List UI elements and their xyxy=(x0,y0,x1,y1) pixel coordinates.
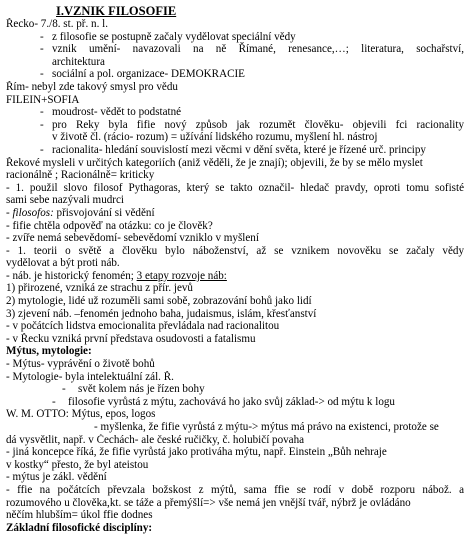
term-italic: filosofos: xyxy=(12,206,54,219)
text-line xyxy=(6,207,464,220)
text-line: 3) zjevení náb. –fenomén jednoho baha, judaismus, islám, křesťanství xyxy=(6,307,317,320)
bullet-dash: - xyxy=(62,383,66,396)
bullet-dash: - xyxy=(52,395,56,408)
bullet-item xyxy=(6,68,464,81)
bullet-item xyxy=(6,43,464,56)
text-line: Řekové mysleli v určitých kategoriích (aniž věděli, že je znají); objevili, že by se mělo myslet xyxy=(6,156,423,169)
bullet-item xyxy=(6,31,464,44)
text-line: - fifie chtěla odpověď na otázku: co je člověk? xyxy=(6,219,213,232)
text-line: vydělovat a být proti náb. xyxy=(6,257,120,270)
text-line: v kostky“ přesto, že byl ateistou xyxy=(6,458,149,471)
bullet-text: pro Reky byla fifie nový způsob jak rozumět člověku- objevili fci racionality xyxy=(52,118,464,131)
bullet-item xyxy=(6,106,464,119)
text-line: - 1. teorii o světě a člověku bylo náboženství, až se vznikem novověku se začaly vědy xyxy=(6,244,464,257)
text-line: v životě čl. (rácio- rozum) = užívání lidského rozumu, myšlení hl. nástroj xyxy=(52,131,378,144)
text-line: něčím hlubším= úkol ffie dodnes xyxy=(6,509,153,522)
text-line: - 1. použil slovo filosof Pythagoras, který se takto označil- hledač pravdy, oproti tomu sofisté xyxy=(6,181,464,194)
document-title: I.VZNIK FILOSOFIE xyxy=(56,4,177,18)
bullet-dash: - xyxy=(40,43,44,56)
bullet-text: svět kolem nás je řízen bohy xyxy=(78,383,205,396)
text-line: rozumového u člověka,kt. se táže a přemýšlí=> vše nemá jen vnější tvář, nýbrž je ovládáno xyxy=(6,496,411,509)
text-line: sami sebe nazývali mudrci xyxy=(6,194,124,207)
text-line: dá vysvětlit, např. v Čechách- ale české ručičky, č. holubičí povaha xyxy=(6,433,305,446)
bullet-text: racionalita- hledání souvislostí mezi věcmi v dění světa, které je řízené urč. principy xyxy=(52,143,426,156)
bullet-text: filosofie vyrůstá z mýtu, zachovává ho jako svůj základ-> od mýtu k logu xyxy=(68,395,395,408)
bullet-text: sociální a pol. organizace- DEMOKRACIE xyxy=(52,68,245,81)
bullet-dash: - xyxy=(40,118,44,131)
text-line xyxy=(6,270,464,283)
text-line: FILEIN+SOFIA xyxy=(6,93,80,106)
bullet-text: z filosofie se postupně začaly vydělovat speciální vědy xyxy=(52,30,296,43)
text-line: - jiná koncepce říká, že fifie vyrůstá jako protiváha mýtu, např. Einstein „Bůh nehraje xyxy=(6,446,387,459)
bullet-item xyxy=(6,383,464,396)
bullet-text: moudrost- vědět to podstatné xyxy=(52,106,182,119)
section-heading: Základní filosofické disciplíny: xyxy=(6,521,153,534)
bullet-text: vznik umění- navazovali na ně Římané, renesance,…; literatura, sochařství, xyxy=(52,43,464,56)
text-line: - mýtus je zákl. vědění xyxy=(6,471,107,484)
text-line: W. M. OTTO: Mýtus, epos, logos xyxy=(6,408,156,421)
text-line: Řím- nebyl zde takový smysl pro vědu xyxy=(6,80,178,93)
text-line: - zvíře nemá sebevědomí- sebevědomí vzniklo v myšlení xyxy=(6,232,259,245)
bullet-item xyxy=(6,144,464,157)
text-line: - Mýtus- vyprávění o životě bohů xyxy=(6,358,155,371)
text-span: - xyxy=(6,206,13,219)
text-line: architektura xyxy=(52,55,105,68)
bullet-dash: - xyxy=(40,30,44,43)
text-span: přisvojování si vědění xyxy=(53,206,155,219)
text-line: Řecko- 7./8. st. př. n. l. xyxy=(6,18,108,30)
text-line: - myšlenka, že fifie vyrůstá z mýtu-> mýtus má právo na existenci, protože se xyxy=(94,421,439,433)
text-line: racionálně ; Racionálně= kriticky xyxy=(6,169,155,182)
text-span: - náb. je historický fenomén; xyxy=(6,269,137,282)
text-line: 1) přirozené, vzniká ze strachu z přír. jevů xyxy=(6,282,193,295)
text-line: - v počátcích lidstva emocionalita převládala nad racionalitou xyxy=(6,320,280,333)
text-line: 2) mytologie, lidé už rozuměli sami sobě, zobrazování bohů jako lidí xyxy=(6,295,312,308)
bullet-dash: - xyxy=(40,106,44,119)
underlined-text: 3 etapy rozvoje náb: xyxy=(136,269,227,282)
bullet-dash: - xyxy=(40,68,44,81)
section-heading: Mýtus, mytologie: xyxy=(6,345,92,358)
bullet-item xyxy=(6,396,464,409)
text-line: - v Řecku vzniká první představa osudovosti a fatalismu xyxy=(6,332,256,345)
text-line: - Mytologie- byla intelektuální zál. Ř. xyxy=(6,370,174,383)
text-line: - ffie na počátcích převzala božskost z mýtů, sama ffie se rodí v době rozporu nábož. a xyxy=(6,483,464,496)
bullet-dash: - xyxy=(40,143,44,156)
bullet-item xyxy=(6,119,464,132)
